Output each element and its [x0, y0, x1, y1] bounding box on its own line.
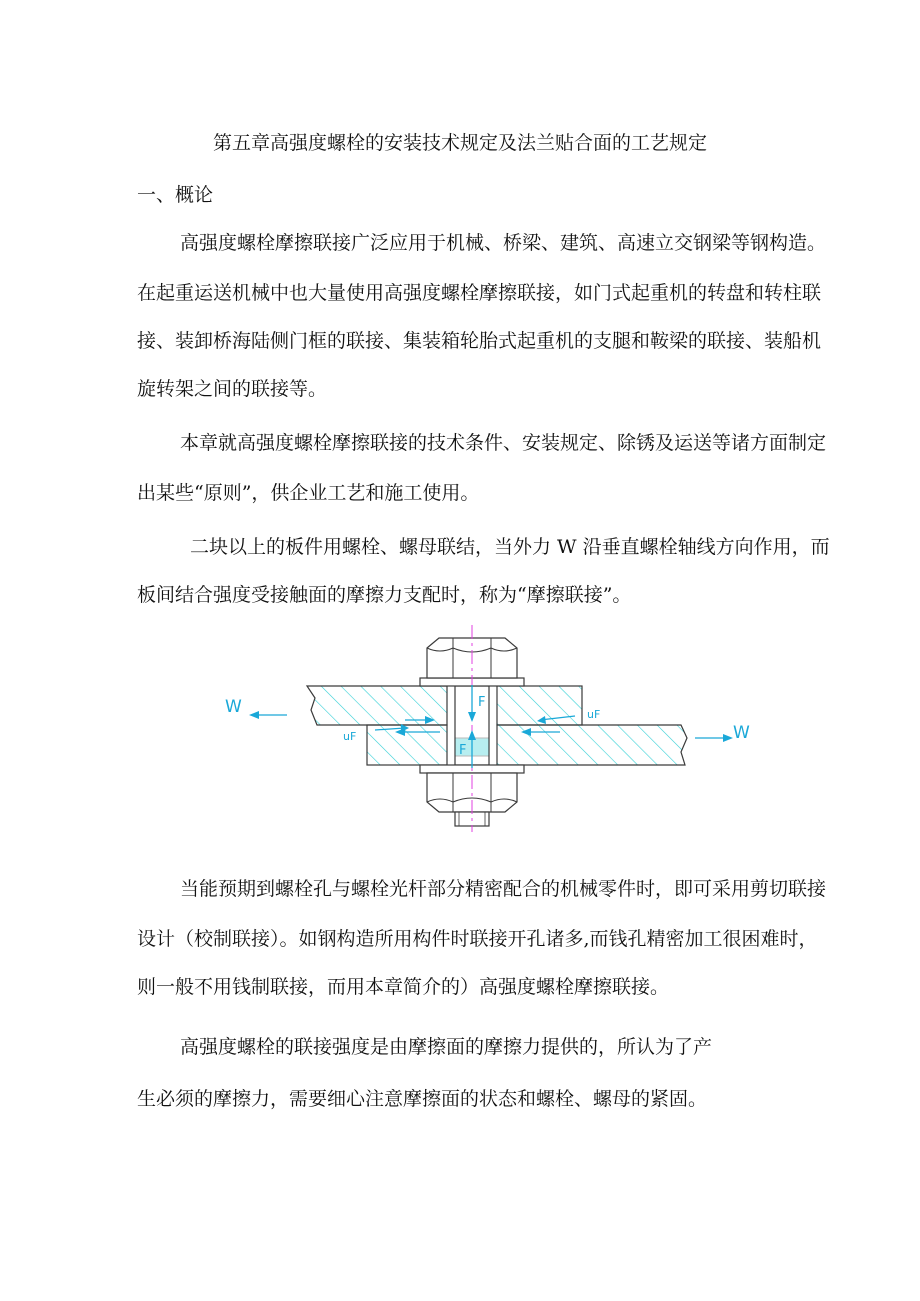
- label-w-right: W: [733, 723, 750, 743]
- paragraph-2-line-2: 出某些“原则”，供企业工艺和施工使用。: [137, 482, 480, 504]
- paragraph-4-line-2: 设计（校制联接）。如钢构造所用构件时联接开孔诸多,而钱孔精密加工很困难时，: [137, 928, 818, 950]
- paragraph-1-line-4: 旋转架之间的联接等。: [137, 378, 328, 400]
- paragraph-5-line-2: 生必须的摩擦力，需要细心注意摩擦面的状态和螺栓、螺母的紧固。: [137, 1088, 708, 1110]
- label-w-left: W: [225, 697, 242, 717]
- label-f-upper: F: [478, 695, 486, 710]
- label-uf-lower: uF: [343, 730, 357, 743]
- paragraph-1-line-1: 高强度螺栓摩擦联接广泛应用于机械、桥梁、建筑、高速立交钢梁等钢构造。: [180, 232, 827, 254]
- paragraph-4-line-3: 则一般不用钱制联接，而用本章简介的）高强度螺栓摩擦联接。: [137, 976, 670, 998]
- upper-plate-right: [497, 686, 582, 725]
- paragraph-3-line-2: 板间结合强度受接触面的摩擦力支配时，称为“摩擦联接”。: [137, 584, 632, 606]
- section-heading: 一、概论: [137, 184, 214, 206]
- friction-joint-diagram: [215, 620, 775, 835]
- document-title: 第五章高强度螺栓的安装技术规定及法兰贴合面的工艺规定: [212, 132, 707, 154]
- paragraph-2-line-1: 本章就高强度螺栓摩擦联接的技术条件、安装规定、除锈及运送等诸方面制定: [180, 432, 827, 454]
- paragraph-5-line-1: 高强度螺栓的联接强度是由摩擦面的摩擦力提供的，所认为了产: [180, 1036, 713, 1058]
- label-uf-upper: uF: [587, 708, 601, 721]
- paragraph-4-line-1: 当能预期到螺栓孔与螺栓光杆部分精密配合的机械零件时，即可采用剪切联接: [180, 878, 827, 900]
- label-f-lower: F: [459, 743, 467, 758]
- paragraph-3-line-1: 二块以上的板件用螺栓、螺母联结，当外力 W 沿垂直螺栓轴线方向作用，而: [190, 536, 830, 558]
- paragraph-1-line-3: 接、装卸桥海陆侧门框的联接、集装箱轮胎式起重机的支腿和鞍梁的联接、装船机: [137, 330, 822, 352]
- lower-plate-left: [367, 725, 447, 765]
- paragraph-1-line-2: 在起重运送机械中也大量使用高强度螺栓摩擦联接，如门式起重机的转盘和转柱联: [137, 282, 822, 304]
